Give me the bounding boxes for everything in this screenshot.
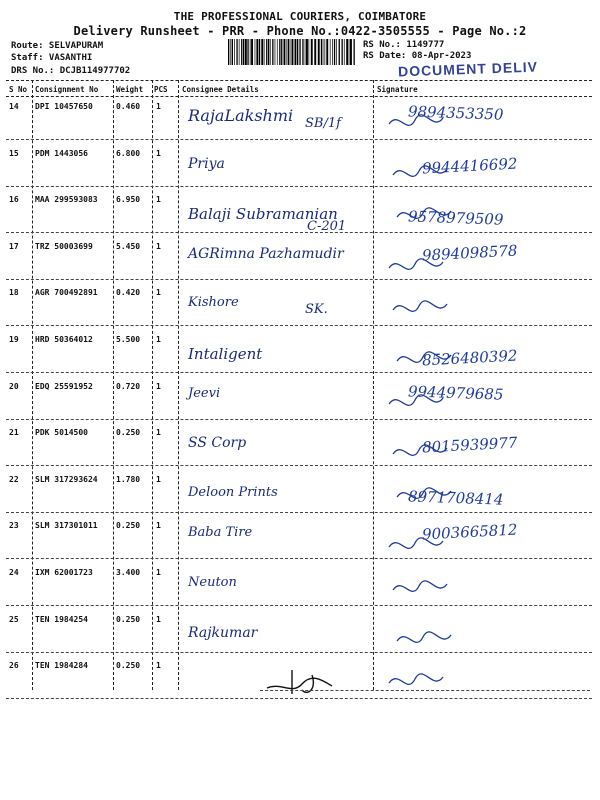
barcode-bar: [323, 39, 324, 65]
barcode-bar: [270, 39, 271, 65]
weight-cell: 3.400: [116, 568, 141, 577]
bottom-signature-scribble: [262, 660, 362, 700]
weight-cell: 0.250: [116, 661, 141, 670]
table-row: [0, 102, 600, 149]
table-row: [0, 568, 600, 615]
col-header-sno: S No: [9, 85, 28, 94]
signature-scribble: [385, 246, 505, 280]
consignee-handwriting: Intaligent: [188, 345, 263, 363]
barcode: [228, 39, 358, 65]
table-row: [0, 615, 600, 662]
pcs-cell: 1: [156, 149, 161, 158]
row-separator: [6, 139, 592, 140]
table-row: [0, 288, 600, 335]
signature-scribble: [385, 525, 505, 559]
signature-phone-handwriting: 8526480392: [421, 346, 518, 370]
weight-cell: 0.420: [116, 288, 141, 297]
barcode-bar: [299, 39, 300, 65]
signature-stroke: [397, 352, 451, 363]
row-separator: [6, 279, 592, 280]
consignee-note-handwriting: SB/1f: [305, 116, 341, 131]
row-separator: [6, 558, 592, 559]
consignment-no-cell: EDQ 25591952: [35, 382, 93, 391]
barcode-bar: [325, 39, 326, 65]
weight-cell: 0.250: [116, 615, 141, 624]
signature-stroke: [397, 632, 451, 643]
signature-stroke: [393, 166, 447, 177]
table-top-rule: [6, 80, 592, 81]
document-delivery-stamp: DOCUMENT DELIV: [397, 58, 539, 80]
barcode-bar: [336, 39, 337, 65]
sno-cell: 20: [9, 382, 19, 391]
barcode-bar: [259, 39, 260, 65]
sno-cell: 19: [9, 335, 19, 344]
table-row: [0, 475, 600, 522]
barcode-bar: [232, 39, 233, 65]
consignment-no-cell: PDM 1443056: [35, 149, 88, 158]
barcode-bar: [236, 39, 237, 65]
barcode-bar: [350, 39, 352, 65]
consignee-handwriting: Deloon Prints: [188, 485, 278, 500]
barcode-bar: [306, 39, 308, 65]
pcs-cell: 1: [156, 335, 161, 344]
barcode-bar: [318, 39, 320, 65]
barcode-bar: [279, 39, 280, 65]
table-header-rule: [6, 96, 592, 97]
consignee-handwriting: AGRimna Pazhamudir: [188, 246, 344, 262]
barcode-bar: [305, 39, 306, 65]
barcode-bar: [330, 39, 331, 65]
col-header-consignee: Consignee Details: [182, 85, 259, 94]
consignee-handwriting: Priya: [188, 156, 225, 172]
signature-scribble: [385, 665, 505, 699]
barcode-bar: [281, 39, 282, 65]
sno-cell: 17: [9, 242, 19, 251]
table-row: [0, 149, 600, 196]
barcode-bar: [241, 39, 242, 65]
company-title: THE PROFESSIONAL COURIERS, COIMBATORE: [173, 10, 427, 23]
barcode-bar: [284, 39, 286, 65]
table-row: [0, 335, 600, 382]
signature-scribble: [389, 153, 509, 187]
signature-stroke: [393, 301, 447, 312]
weight-cell: 0.720: [116, 382, 141, 391]
col-header-weight: Weight: [116, 85, 144, 94]
barcode-bar: [243, 39, 244, 65]
consignee-note-handwriting: C-201: [307, 219, 347, 234]
consignment-no-cell: TEN 1984254: [35, 615, 88, 624]
barcode-bar: [321, 39, 322, 65]
signature-stroke: [393, 445, 447, 456]
row-separator: [6, 512, 592, 513]
signature-scribble: [389, 432, 509, 466]
signature-stroke: [389, 259, 443, 270]
row-separator: [6, 186, 592, 187]
barcode-bar: [311, 39, 313, 65]
row-separator: [6, 465, 592, 466]
signature-stroke: [397, 488, 451, 499]
col-header-pcs: PCS: [154, 85, 168, 94]
signature-scribble: [389, 292, 509, 326]
weight-cell: 0.250: [116, 521, 141, 530]
barcode-bar: [245, 39, 247, 65]
consignee-handwriting: RajaLakshmi: [188, 106, 294, 125]
barcode-bar: [234, 39, 235, 65]
signature-phone-handwriting: 9894098578: [421, 241, 518, 265]
signature-phone-handwriting: 8015939977: [421, 433, 518, 457]
signature-phone-handwriting: 9944416692: [421, 154, 518, 178]
route-label: Route: SELVAPURAM: [11, 41, 104, 51]
drs-number: DRS No.: DCJB114977702: [11, 66, 131, 76]
signature-phone-handwriting: 9944979685: [407, 382, 504, 404]
weight-cell: 5.500: [116, 335, 141, 344]
signature-scribble: [385, 386, 505, 420]
row-separator: [6, 372, 592, 373]
runsheet-title: Delivery Runsheet - PRR - Phone No.:0422-3505555 - Page No.:2: [73, 24, 527, 38]
weight-cell: 0.250: [116, 428, 141, 437]
signature-scribble: [385, 106, 505, 140]
pcs-cell: 1: [156, 288, 161, 297]
pcs-cell: 1: [156, 195, 161, 204]
consignment-no-cell: SLM 317301011: [35, 521, 98, 530]
sno-cell: 15: [9, 149, 19, 158]
table-row: [0, 428, 600, 475]
signature-phone-handwriting: 9003665812: [421, 520, 518, 544]
barcode-bar: [344, 39, 345, 65]
barcode-bar: [272, 39, 273, 65]
consignee-handwriting: Baba Tire: [188, 525, 253, 540]
rs-date: RS Date: 08-Apr-2023: [363, 51, 472, 61]
pcs-cell: 1: [156, 615, 161, 624]
barcode-bar: [342, 39, 343, 65]
table-row: [0, 242, 600, 289]
signature-stroke: [389, 538, 443, 549]
consignment-no-cell: HRD 50364012: [35, 335, 93, 344]
weight-cell: 1.780: [116, 475, 141, 484]
sno-cell: 21: [9, 428, 19, 437]
signature-stroke: [389, 115, 443, 126]
signature-scribble: [393, 339, 513, 373]
barcode-bar: [354, 39, 355, 65]
barcode-bar: [349, 39, 350, 65]
barcode-bar: [290, 39, 291, 65]
staff-label: Staff: VASANTHI: [11, 53, 93, 63]
barcode-bar: [302, 39, 303, 65]
col-header-consignment: Consignment No: [35, 85, 99, 94]
barcode-bar: [264, 39, 265, 65]
barcode-bar: [309, 39, 310, 65]
signature-scribble: [393, 619, 513, 653]
barcode-bar: [346, 39, 348, 65]
signature-stroke: [389, 395, 443, 406]
table-row: [0, 195, 600, 242]
consignee-handwriting: Rajkumar: [188, 625, 258, 641]
row-separator: [6, 325, 592, 326]
weight-cell: 0.460: [116, 102, 141, 111]
row-separator: [6, 605, 592, 606]
sno-cell: 18: [9, 288, 19, 297]
consignee-note-handwriting: SK.: [305, 302, 328, 317]
consignee-handwriting: Jeevi: [188, 386, 221, 401]
barcode-bar: [277, 39, 278, 65]
pcs-cell: 1: [156, 382, 161, 391]
row-separator: [6, 652, 592, 653]
weight-cell: 6.800: [116, 149, 141, 158]
barcode-bar: [287, 39, 288, 65]
signature-scribble: [393, 479, 513, 513]
col-header-signature: Signature: [377, 85, 418, 94]
rs-number: RS No.: 1149777: [363, 40, 445, 50]
signature-stroke: [393, 581, 447, 592]
barcode-bar: [261, 39, 263, 65]
barcode-bar: [268, 39, 269, 65]
consignment-no-cell: PDK 5014500: [35, 428, 88, 437]
consignee-handwriting: Balaji Subramanian: [188, 205, 338, 223]
sno-cell: 25: [9, 615, 19, 624]
consignee-handwriting: Kishore: [188, 295, 239, 310]
barcode-bar: [228, 39, 229, 65]
consignment-no-cell: TEN 1984284: [35, 661, 88, 670]
barcode-bar: [295, 39, 297, 65]
signature-stroke: [397, 208, 451, 219]
signature-phone-handwriting: 9894353350: [407, 102, 504, 124]
consignment-no-cell: IXM 62001723: [35, 568, 93, 577]
barcode-bar: [256, 39, 258, 65]
signature-stroke: [389, 674, 443, 685]
signature-scribble: [393, 199, 513, 233]
sno-cell: 22: [9, 475, 19, 484]
sno-cell: 14: [9, 102, 19, 111]
barcode-bar: [251, 39, 253, 65]
pcs-cell: 1: [156, 475, 161, 484]
consignment-no-cell: MAA 299593083: [35, 195, 98, 204]
consignee-handwriting: SS Corp: [188, 435, 247, 451]
sno-cell: 24: [9, 568, 19, 577]
consignment-no-cell: SLM 317293624: [35, 475, 98, 484]
barcode-bar: [314, 39, 316, 65]
barcode-bar: [250, 39, 251, 65]
consignment-no-cell: AGR 700492891: [35, 288, 98, 297]
barcode-bar: [275, 39, 276, 65]
table-row: [0, 382, 600, 429]
barcode-bar: [334, 39, 335, 65]
pcs-cell: 1: [156, 102, 161, 111]
barcode-bar: [332, 39, 333, 65]
barcode-bar: [288, 39, 289, 65]
consignment-no-cell: DPI 10457650: [35, 102, 93, 111]
table-row: [0, 521, 600, 568]
row-separator: [6, 419, 592, 420]
signature-phone-handwriting: 9578979509: [407, 207, 504, 229]
barcode-bar: [239, 39, 240, 65]
signature-phone-handwriting: 8971708414: [407, 487, 504, 509]
barcode-bar: [266, 39, 267, 65]
signature-scribble: [389, 572, 509, 606]
bottom-rule: [260, 690, 590, 691]
barcode-bar: [255, 39, 256, 65]
pcs-cell: 1: [156, 568, 161, 577]
weight-cell: 6.950: [116, 195, 141, 204]
barcode-bar: [292, 39, 294, 65]
consignee-handwriting: Neuton: [188, 575, 237, 590]
barcode-bar: [339, 39, 340, 65]
barcode-bar: [326, 39, 328, 65]
row-separator: [6, 232, 592, 233]
sno-cell: 16: [9, 195, 19, 204]
barcode-bar: [247, 39, 248, 65]
barcode-bar: [230, 39, 231, 65]
pcs-cell: 1: [156, 521, 161, 530]
pcs-cell: 1: [156, 242, 161, 251]
consignment-no-cell: TRZ 50003699: [35, 242, 93, 251]
weight-cell: 5.450: [116, 242, 141, 251]
sno-cell: 23: [9, 521, 19, 530]
pcs-cell: 1: [156, 661, 161, 670]
pcs-cell: 1: [156, 428, 161, 437]
barcode-bar: [297, 39, 298, 65]
sno-cell: 26: [9, 661, 19, 670]
